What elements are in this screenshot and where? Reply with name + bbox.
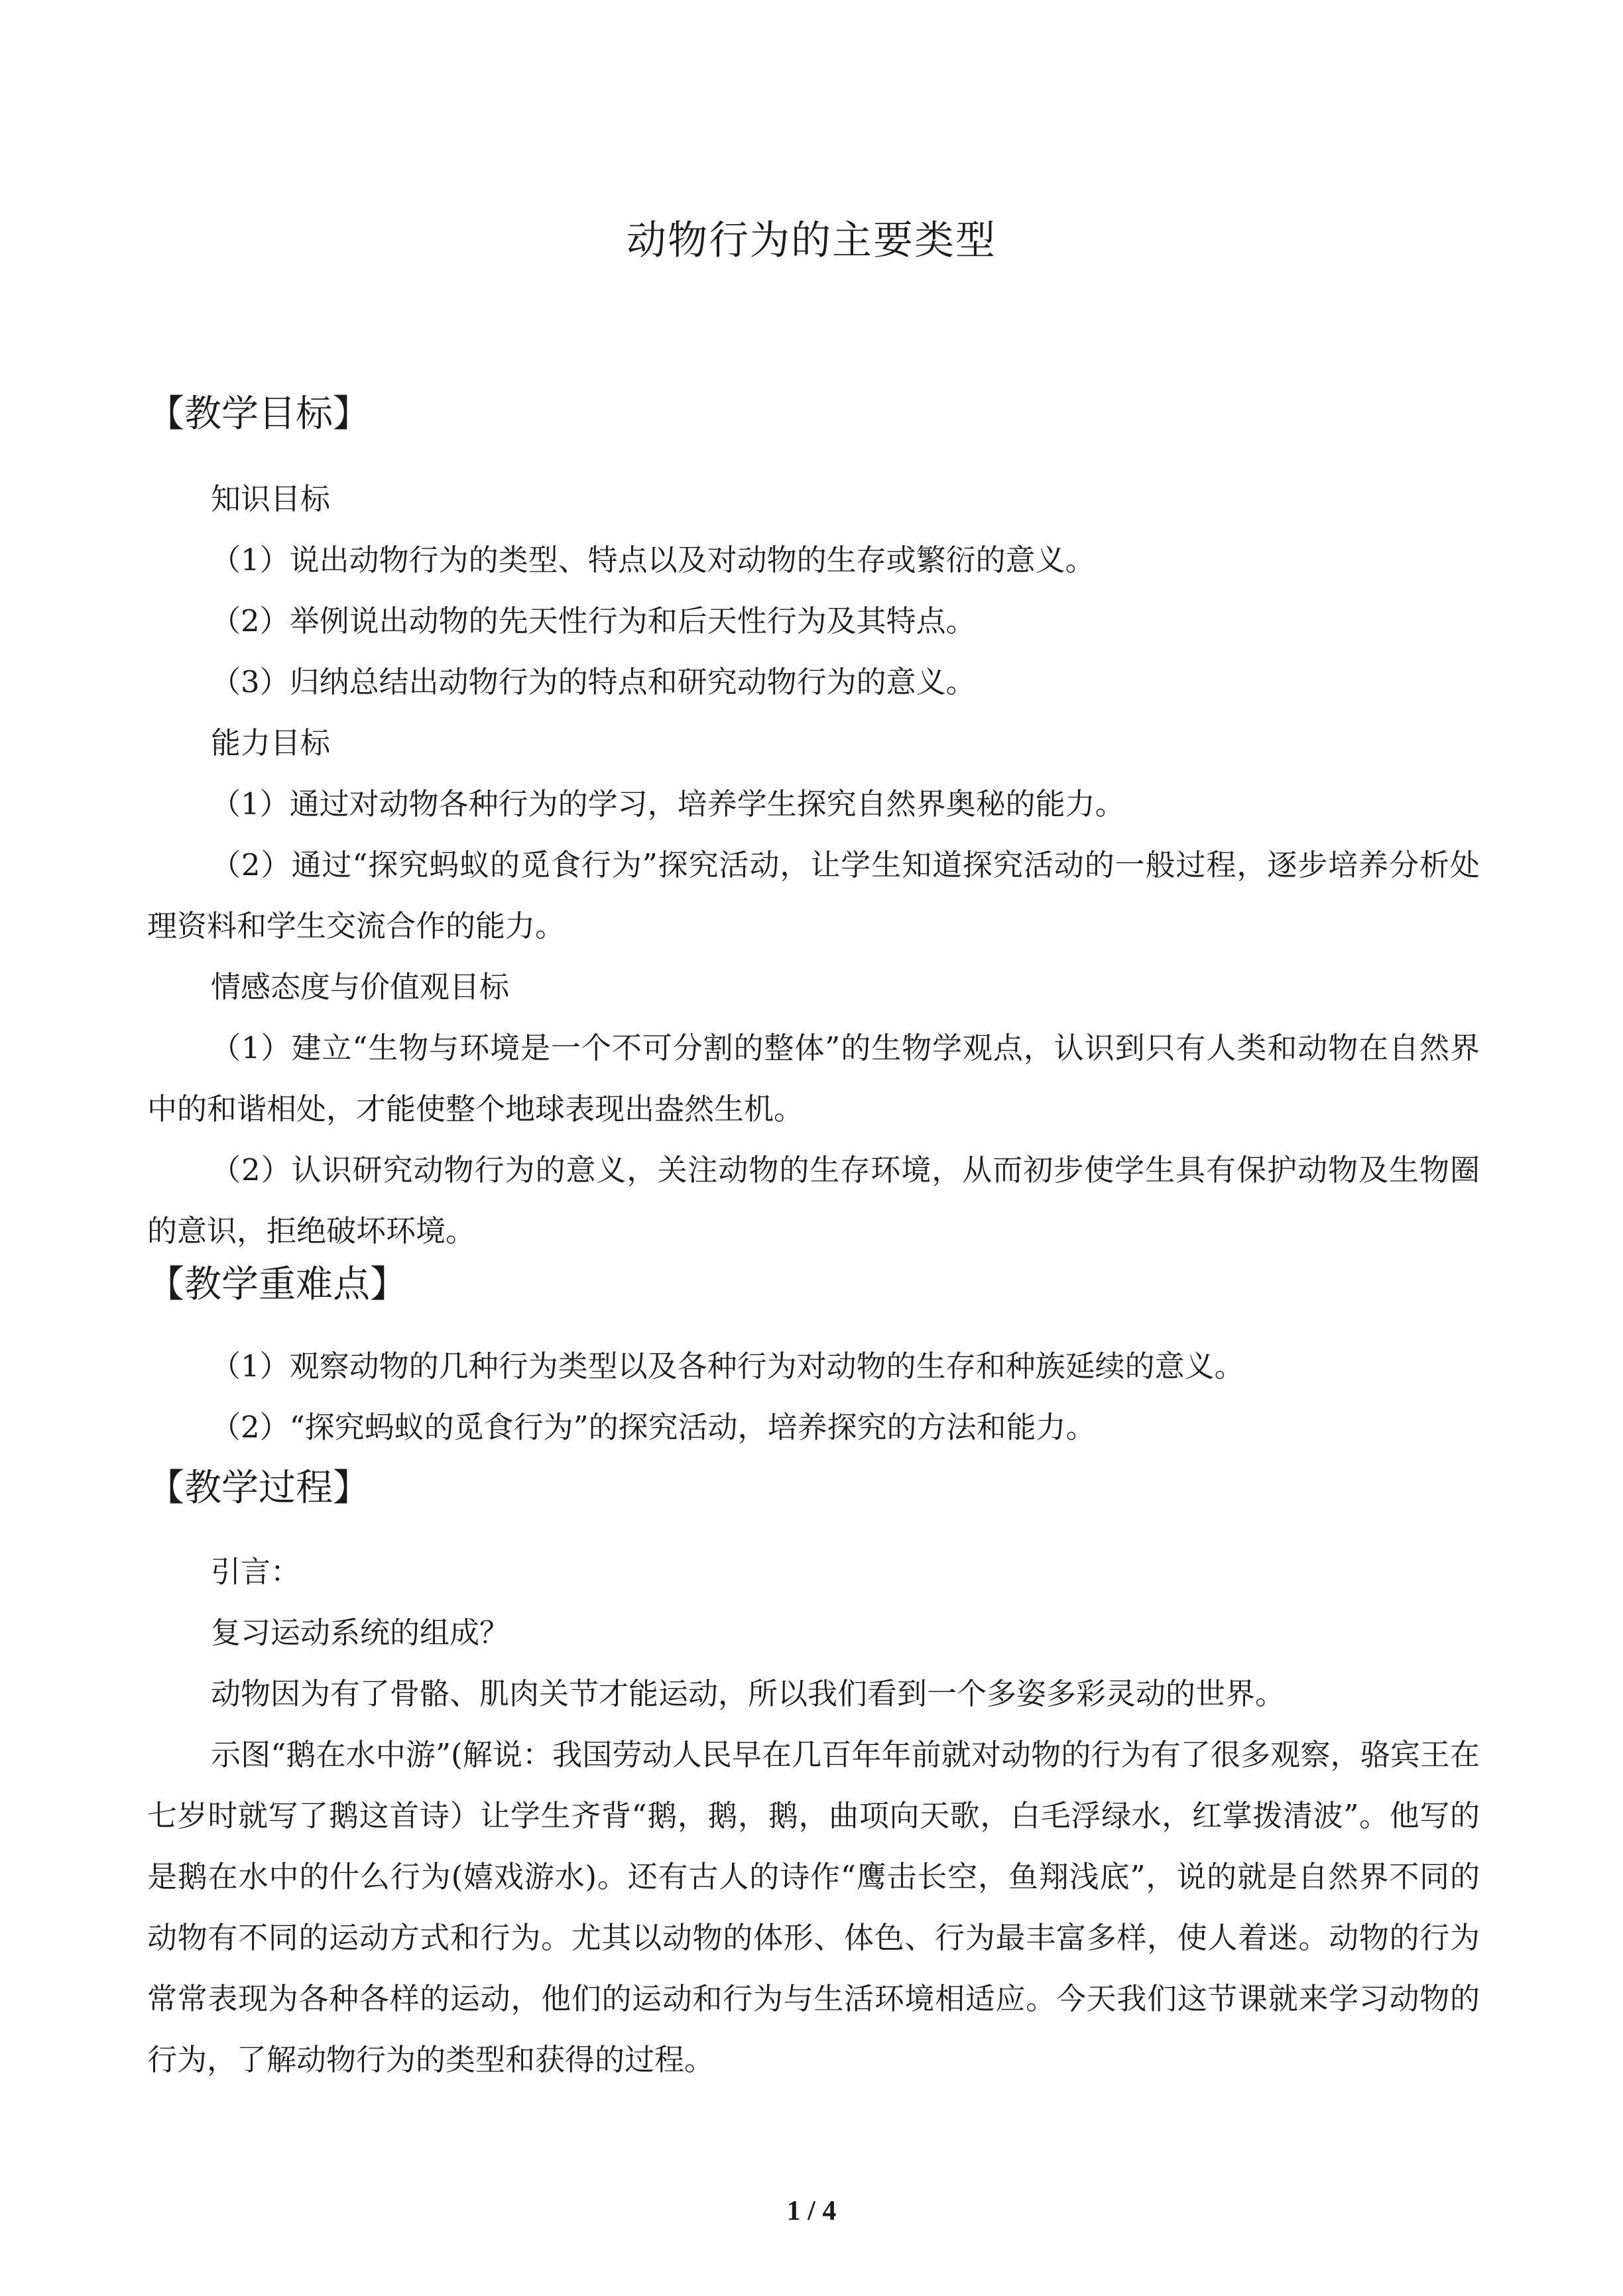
attitude-item: （2）认识研究动物行为的意义，关注动物的生存环境，从而初步使学生具有保护动物及生物圈的意识，拒绝破坏环境。	[147, 1152, 1480, 1248]
section-heading-key-points: 【教学重难点】	[147, 1263, 407, 1306]
ability-label: 能力目标	[211, 725, 331, 760]
page-number: 1 / 4	[786, 2196, 837, 2226]
process-paragraph: 引言：	[211, 1554, 301, 1589]
process-paragraph: 示图“鹅在水中游”(解说：我国劳动人民早在几百年年前就对动物的行为有了很多观察，骆宾王在七岁时就写了鹅这首诗）让学生齐背“鹅，鹅，鹅，曲项向天歌，白毛浮绿水，红掌拨清波”。他写的是鹅在水中的什么行为(嬉戏游水)。还有古人的诗作“鹰击长空，鱼翔浅底”，说的就是自然界不同的动物有不同的运动方式和行为。尤其以动物的体形、体色、行为最丰富多样，使人着迷。动物的行为常常表现为各种各样的运动，他们的运动和行为与生活环境相适应。今天我们这节课就来学习动物的行为，了解动物行为的类型和获得的过程。	[147, 1737, 1480, 2077]
knowledge-item: （1）说出动物行为的类型、特点以及对动物的生存或繁衍的意义。	[211, 542, 1095, 577]
attitude-item: （1）建立“生物与环境是一个不可分割的整体”的生物学观点，认识到只有人类和动物在自然界中的和谐相处，才能使整个地球表现出盎然生机。	[147, 1030, 1480, 1126]
key-point-item: （2）“探究蚂蚁的觅食行为”的探究活动，培养探究的方法和能力。	[211, 1410, 1096, 1445]
knowledge-label: 知识目标	[211, 481, 331, 516]
page-title: 动物行为的主要类型	[627, 217, 996, 264]
ability-item: （2）通过“探究蚂蚁的觅食行为”探究活动，让学生知道探究活动的一般过程，逐步培养分析处理资料和学生交流合作的能力。	[147, 847, 1480, 943]
knowledge-item: （3）归纳总结出动物行为的特点和研究动物行为的意义。	[211, 664, 976, 699]
ability-item: （1）通过对动物各种行为的学习，培养学生探究自然界奥秘的能力。	[211, 786, 1125, 821]
process-paragraph: 动物因为有了骨骼、肌肉关节才能运动，所以我们看到一个多姿多彩灵动的世界。	[211, 1676, 1286, 1711]
section-heading-process: 【教学过程】	[147, 1467, 370, 1510]
section-heading-objectives: 【教学目标】	[147, 393, 370, 436]
process-paragraph: 复习运动系统的组成？	[211, 1615, 510, 1650]
attitude-label: 情感态度与价值观目标	[211, 969, 510, 1004]
knowledge-item: （2）举例说出动物的先天性行为和后天性行为及其特点。	[211, 603, 976, 638]
key-point-item: （1）观察动物的几种行为类型以及各种行为对动物的生存和种族延续的意义。	[211, 1349, 1244, 1384]
